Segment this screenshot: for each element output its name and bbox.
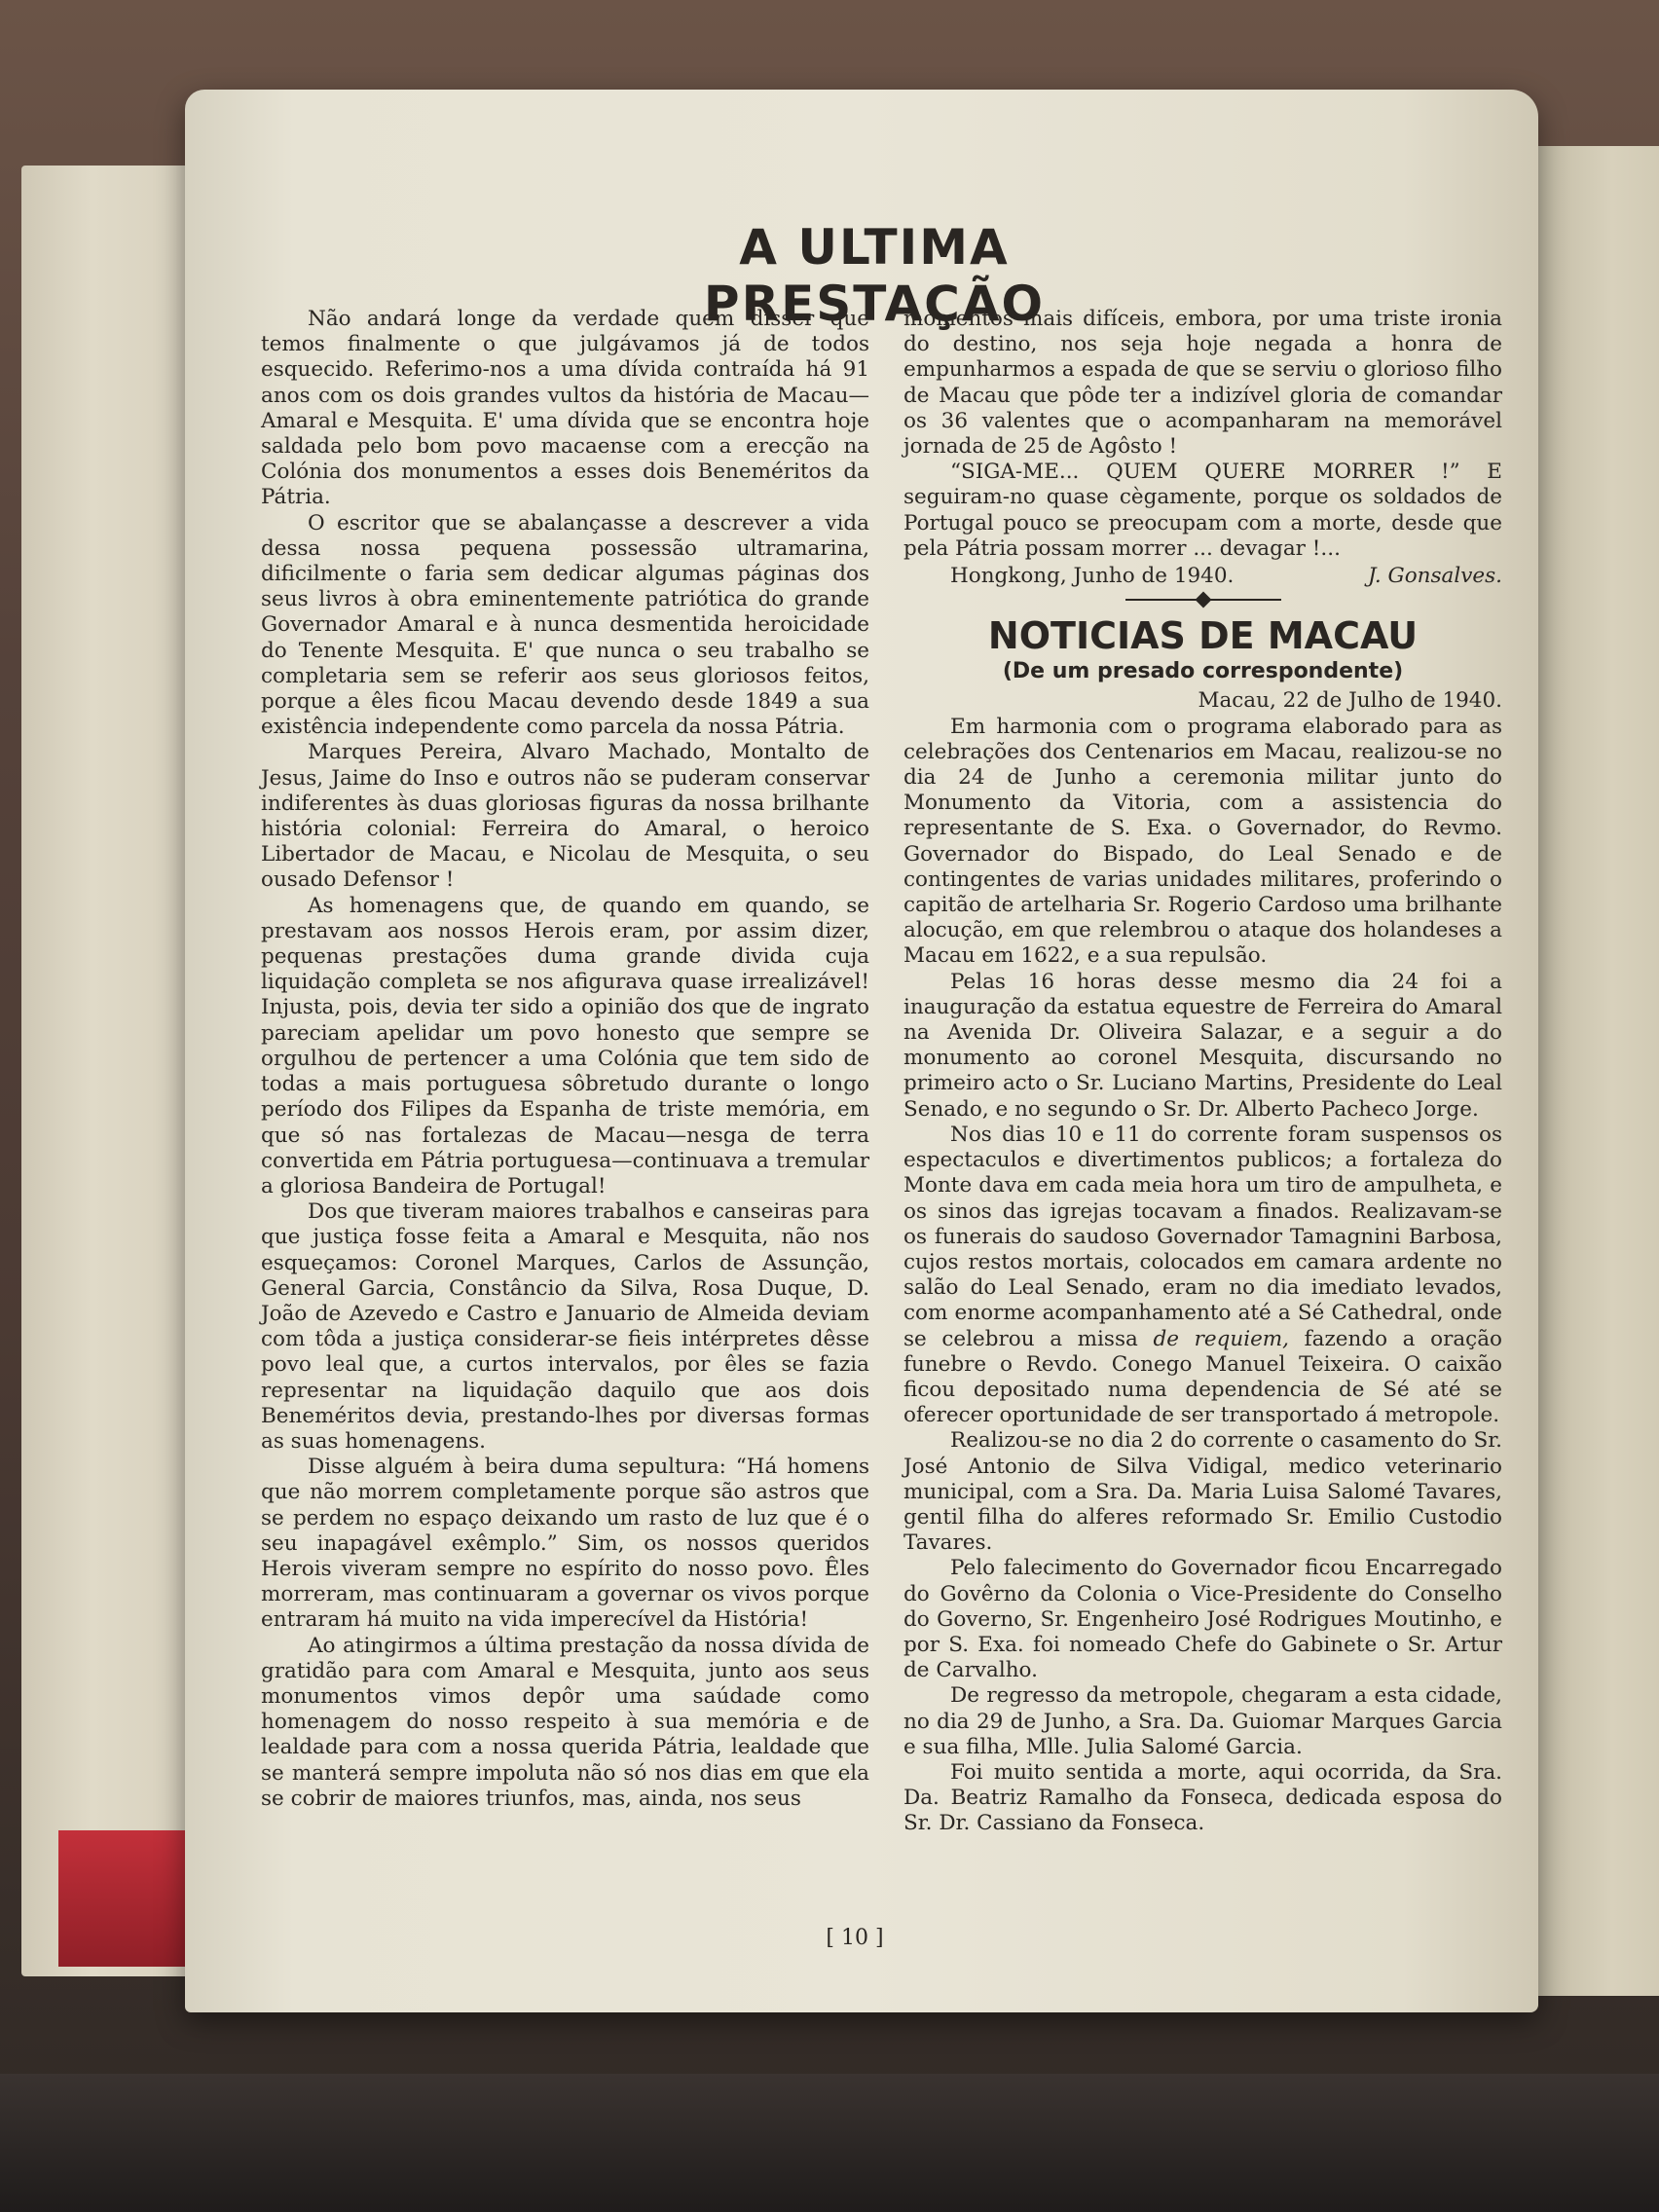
news-paragraph: Pelas 16 horas desse mesmo dia 24 foi a inauguração da estatua equestre de Ferreira do Amaral na Avenida Dr. Oliveira Salazar, e a seguir a do monumento ao coronel Mesquita, discursando no primeiro acto o Sr. Luciano Martins, Presidente do Leal Senado, e no segundo o Sr. Dr. Alberto Pacheco Jorge. [903, 969, 1502, 1122]
right-column [903, 307, 1502, 1837]
section-title: NOTICIAS DE MACAU [987, 614, 1419, 658]
article-paragraph: Não andará longe da verdade quem disser que temos finalmente o que julgávamos já de todos esquecido. Referimo-nos a uma dívida contraída há 91 anos com os dois grandes vultos da história de Macau—Amaral e Mesquita. E' uma dívida que se encontra hoje saldada pelo bom povo macaense com a erecção na Colónia dos monumentos a esses dois Beneméritos da Pátria. [261, 307, 869, 510]
article-paragraph: Ao atingirmos a última prestação da nossa dívida de gratidão para com Amaral e Mesquita, junto aos seus monumentos vimos depôr uma saúdade como homenagem do nosso respeito à sua memória e de lealdade para com a nossa querida Pátria, lealdade que se manterá sempre impoluta não só nos dias em que ela se cobrir de maiores triunfos, mas, ainda, nos seus [261, 1633, 869, 1811]
article-paragraph: Disse alguém à beira duma sepultura: “Há homens que não morrem completamente porque são astros que se perdem no espaço deixando um rasto de luz que é o seu inapagável exêmplo.” Sim, os nossos queridos Herois viveram sempre no espírito do nosso povo. Êles morreram, mas continuaram a governar os vivos porque entraram há muito na vida imperecível da História! [261, 1455, 869, 1633]
page-number: [ 10 ] [826, 1926, 884, 1950]
article-author: J. Gonsalves. [1367, 564, 1502, 589]
divider-diamond-icon [1195, 592, 1211, 608]
article-paragraph: As homenagens que, de quando em quando, se prestavam aos nossos Herois eram, por assim dizer, pequenas prestações duma grande divida cuja liquidação completa se nos afigurava quase irrealizável! Injusta, pois, devia ter sido a opinião dos que de ingrato pareciam apelidar um povo honesto que sempre se orgulhou de pertencer a uma Colónia que tem sido de todas a mais portuguesa sôbretudo durante o longo período dos Filipes da Espanha de triste memória, em que só nas fortalezas de Macau—nesga de terra convertida em Pátria portuguesa—continuava a tremular a gloriosa Bandeira de Portugal! [261, 893, 869, 1198]
article-quote-paragraph: “SIGA-ME... QUEM QUERE MORRER !” E seguiram-no quase cègamente, porque os soldados de Portugal pouco se preocupam com a morte, desde que pela Pátria possam morrer ... devagar !... [903, 460, 1502, 561]
news-text: fazendo a oração funebre o Revdo. Conego Manuel Teixeira. O caixão ficou depositado numa dependencia de Sé até se oferecer oportunidade de ser transportado á metropole. [903, 1326, 1502, 1428]
article-continuation: momentos mais difíceis, embora, por uma triste ironia do destino, nos seja hoje negada a honra de empunharmos a espada de que se serviu o glorioso filho de Macau que pôde ter a indizível gloria de comandar os 36 valentes que o acompanharam na memorável jornada de 25 de Agôsto ! [903, 307, 1502, 460]
news-italic-text: de requiem, [1153, 1326, 1290, 1351]
section-subtitle: (De um presado correspondente) [1002, 659, 1404, 684]
left-column [261, 307, 869, 1812]
news-paragraph: De regresso da metropole, chegaram a esta cidade, no dia 29 de Junho, a Sra. Da. Guiomar Marques Garcia e sua filha, Mlle. Julia Salomé Garcia. [903, 1683, 1502, 1759]
page-content [261, 209, 1517, 1962]
book-left-pages [21, 166, 197, 1976]
article-paragraph: Marques Pereira, Alvaro Machado, Montalto de Jesus, Jaime do Inso e outros não se puderam conservar indiferentes às duas gloriosas figuras da nossa brilhante história colonial: Ferreira do Amaral, o heroico Libertador de Macau, e Nicolau de Mesquita, o seu ousado Defensor ! [261, 740, 869, 893]
news-paragraph: Em harmonia com o programa elaborado para as celebrações dos Centenarios em Macau, realizou-se no dia 24 de Junho a ceremonia militar junto do Monumento da Vitoria, com a assistencia do representante de S. Exa. o Governador, do Revmo. Governador do Bispado, do Leal Senado e de contingentes de varias unidades militares, proferindo o capitão de artelharia Sr. Rogerio Cardoso uma brilhante alocução, em que relembrou o ataque dos holandeses a Macau em 1622, e a sua repulsão. [903, 714, 1502, 969]
news-paragraph: Pelo falecimento do Governador ficou Encarregado do Govêrno da Colonia o Vice-Presidente do Conselho do Governo, Sr. Engenheiro José Rodrigues Moutinho, e por S. Exa. foi nomeado Chefe do Gabinete o Sr. Artur de Carvalho. [903, 1556, 1502, 1683]
article-place-date: Hongkong, Junho de 1940. [950, 564, 1235, 589]
article-signature [903, 564, 1502, 589]
news-paragraph [903, 1123, 1502, 1428]
book-red-edge [58, 1830, 195, 1967]
article-paragraph: O escritor que se abalançasse a descrever a vida dessa nossa pequena possessão ultramarina, dificilmente o faria sem dedicar algumas páginas dos seus livros à obra eminentemente patriótica do grande Governador Amaral e à nunca desmentida heroicidade do Tenente Mesquita. E' que nunca o seu trabalho se completaria sem se referir aos seus gloriosos feitos, porque a êles ficou Macau devendo desde 1849 a sua existência independente como parcela da nossa Pátria. [261, 510, 869, 740]
floor-shadow [0, 2074, 1659, 2212]
news-text: Nos dias 10 e 11 do corrente foram suspensos os espectaculos e divertimentos publicos; a fortaleza do Monte dava em cada meia hora um tiro de ampulheta, e os sinos das igrejas tocavam a finados. Realizavam-se os funerais do saudoso Governador Tamagnini Barbosa, cujos restos mortais, colocados em camara ardente no salão do Leal Senado, eram no dia imediato levados, com enorme acompanhamento até a Sé Cathedral, onde se celebrou a missa [903, 1122, 1502, 1351]
article-paragraph: Dos que tiveram maiores trabalhos e canseiras para que justiça fosse feita a Amaral e Mesquita, não nos esqueçamos: Coronel Marques, Carlos de Assunção, General Garcia, Constâncio da Silva, Rosa Duque, D. João de Azevedo e Castro e Januario de Almeida deviam com tôda a justiça considerar-se fieis intérpretes dêsse povo leal que, a curtos intervalos, por êles se fazia representar na liquidação daquilo que aos dois Beneméritos devia, prestando-lhes por diversas formas as suas homenagens. [261, 1199, 869, 1454]
page-title: A ULTIMA PRESTAÇÃO [703, 219, 1046, 332]
book-right-page [1519, 146, 1659, 1996]
dateline: Macau, 22 de Julho de 1940. [1198, 688, 1502, 714]
news-paragraph: Foi muito sentida a morte, aqui ocorrida, da Sra. Da. Beatriz Ramalho da Fonseca, dedicada esposa do Sr. Dr. Cassiano da Fonseca. [903, 1759, 1502, 1836]
news-paragraph: Realizou-se no dia 2 do corrente o casamento do Sr. José Antonio de Silva Vidigal, medico veterinario municipal, com a Sra. Da. Maria Luisa Salomé Tavares, gentil filha do alferes reformado Sr. Emilio Custodio Tavares. [903, 1428, 1502, 1556]
section-divider [1125, 599, 1281, 601]
